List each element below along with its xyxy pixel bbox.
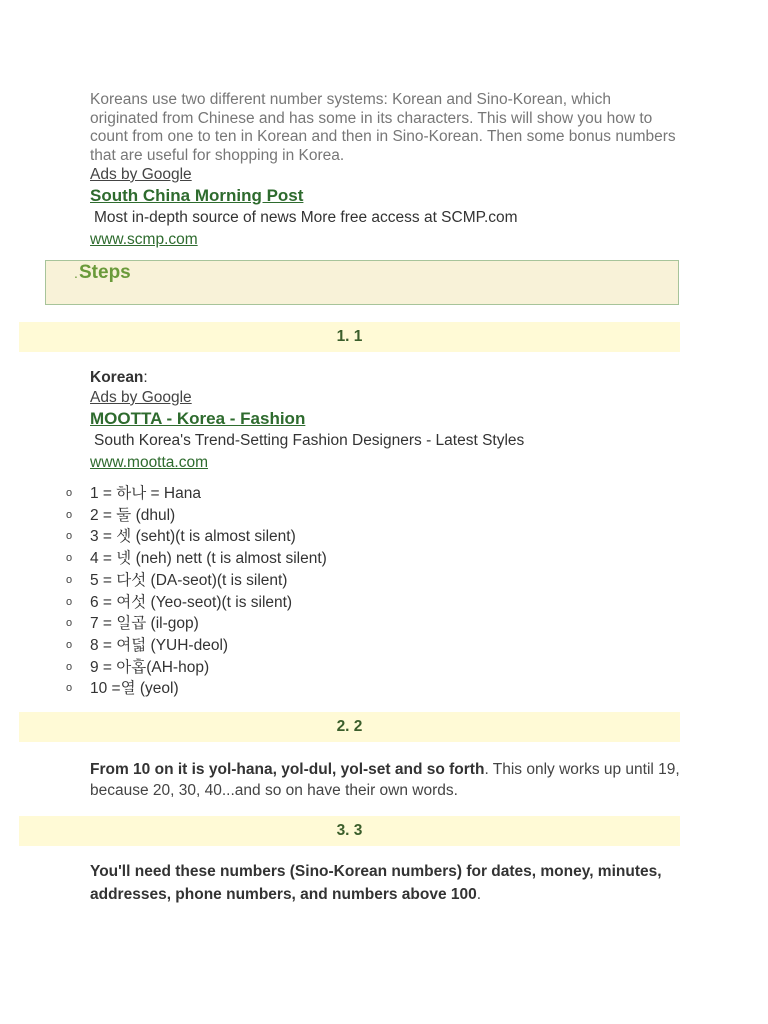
step-3-text <box>90 861 680 906</box>
ads-by-google-link[interactable]: Ads by Google <box>90 166 192 183</box>
list-item: o 6 = 여섯 (Yeo-seot)(t is silent) <box>66 592 327 614</box>
step-3-header: 3. 3 <box>19 816 680 846</box>
steps-header <box>45 260 679 305</box>
step-3-rest-text: . <box>476 885 482 903</box>
korean-label-line <box>90 368 680 388</box>
steps-heading: Steps <box>79 262 131 283</box>
step-1-header: 1. 1 <box>19 322 680 352</box>
ad-description: Most in-depth source of news More free access at SCMP.com <box>94 209 518 226</box>
steps-anchor-marker[interactable]: . <box>74 265 78 281</box>
intro-text: Koreans use two different number systems: Korean and Sino-Korean, which originated from Chinese and has some in its characters. This will show you how to count from one to ten in Korean and then in Sino-Korean. Then some bonus numbers that are useful for shopping in Korea. <box>90 91 676 164</box>
bullet-icon: o <box>66 660 73 673</box>
bullet-icon: o <box>66 595 73 608</box>
korean-label: Korean <box>90 369 144 386</box>
step-3-bold-text: You'll need these numbers (Sino-Korean numbers) for dates, money, minutes, addresses, phone numbers, and numbers above 100 <box>90 863 662 903</box>
step-2-header: 2. 2 <box>19 712 680 742</box>
step-2-rest-text: . This only works up until 19, because 20, 30, 40...and so on have their own words. <box>90 761 680 799</box>
ad-title-link[interactable]: MOOTTA - Korea - Fashion <box>90 409 306 428</box>
bullet-icon: o <box>66 638 73 651</box>
bullet-icon: o <box>66 487 73 499</box>
list-item: o 9 = 아홉(AH-hop) <box>66 657 327 679</box>
bullet-icon: o <box>66 530 73 543</box>
bullet-icon: o <box>66 573 73 586</box>
step-1-content <box>90 368 680 474</box>
list-item: o 3 = 셋 (seht)(t is almost silent) <box>66 526 327 548</box>
step-2-text <box>90 759 680 801</box>
ad-title-link[interactable]: South China Morning Post <box>90 186 304 205</box>
ads-by-google-link[interactable]: Ads by Google <box>90 389 192 406</box>
intro-section <box>90 91 680 251</box>
list-item: o 5 = 다섯 (DA-seot)(t is silent) <box>66 570 327 592</box>
list-item: o 2 = 둘 (dhul) <box>66 505 327 527</box>
ad-description: South Korea's Trend-Setting Fashion Designers - Latest Styles <box>94 432 525 449</box>
korean-colon: : <box>143 369 148 386</box>
bullet-icon: o <box>66 552 73 565</box>
list-item: o 8 = 여덟 (YUH-deol) <box>66 635 327 657</box>
list-item: o 4 = 넷 (neh) nett (t is almost silent) <box>66 548 327 570</box>
list-item: o 10 =열 (yeol) <box>66 678 327 700</box>
list-item: o 1 = 하나 = Hana <box>66 483 327 505</box>
bullet-icon: o <box>66 682 73 695</box>
ad-url-link[interactable]: www.mootta.com <box>90 454 209 471</box>
korean-number-list <box>66 483 327 700</box>
bullet-icon: o <box>66 508 73 521</box>
ad-url-link[interactable]: www.scmp.com <box>90 231 198 248</box>
step-2-bold-text: From 10 on it is yol-hana, yol-dul, yol-set and so forth <box>90 761 485 778</box>
list-item: o 7 = 일곱 (il-gop) <box>66 613 327 635</box>
bullet-icon: o <box>66 617 73 630</box>
